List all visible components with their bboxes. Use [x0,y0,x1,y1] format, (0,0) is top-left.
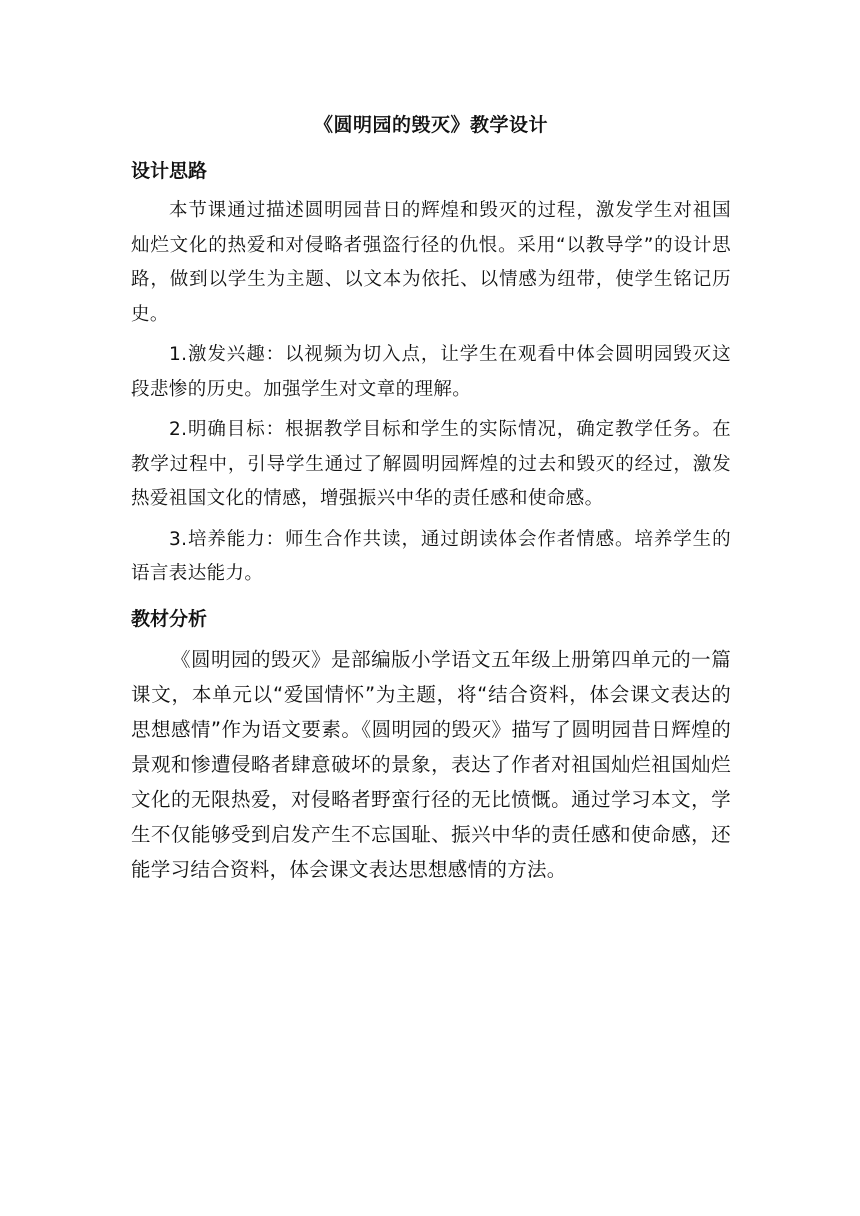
section-textbook-analysis [131,604,731,887]
paragraph-point-3: 3.培养能力：师生合作共读，通过朗读体会作者情感。培养学生的语言表达能力。 [131,528,731,584]
paragraph-point-2: 2.明确目标：根据教学目标和学生的实际情况，确定教学任务。在教学过程中，引导学生通过了解圆明园辉煌的过去和毁灭的经过，激发热爱祖国文化的情感，增强振兴中华的责任感和使命感。 [131,419,731,509]
section-design-ideas [131,156,731,592]
section-heading-design-ideas: 设计思路 [131,160,208,182]
paragraph-point-1: 1.激发兴趣：以视频为切入点，让学生在观看中体会圆明园毁灭这段悲惨的历史。加强学生对文章的理解。 [131,344,731,400]
paragraph-analysis: 《圆明园的毁灭》是部编版小学语文五年级上册第四单元的一篇课文，本单元以“爱国情怀”为主题，将“结合资料，体会课文表达的思想感情”作为语文要素。《圆明园的毁灭》描写了圆明园昔日辉煌的景观和惨遭侵略者肆意破坏的景象，表达了作者对祖国灿烂祖国灿烂文化的无限热爱，对侵略者野蛮行径的无比愤慨。通过学习本文，学生不仅能够受到启发产生不忘国耻、振兴中华的责任感和使命感，还能学习结合资料，体会课文表达思想感情的方法。 [131,647,731,881]
document-page [131,110,731,887]
section-heading-textbook-analysis: 教材分析 [131,607,208,630]
document-title: 《圆明园的毁灭》教学设计 [313,114,548,136]
paragraph-intro: 本节课通过描述圆明园昔日的辉煌和毁灭的过程，激发学生对祖国灿烂文化的热爱和对侵略者强盗行径的仇恨。采用“以教导学”的设计思路，做到以学生为主题、以文本为依托、以情感为纽带，使学生铭记历史。 [131,200,731,325]
